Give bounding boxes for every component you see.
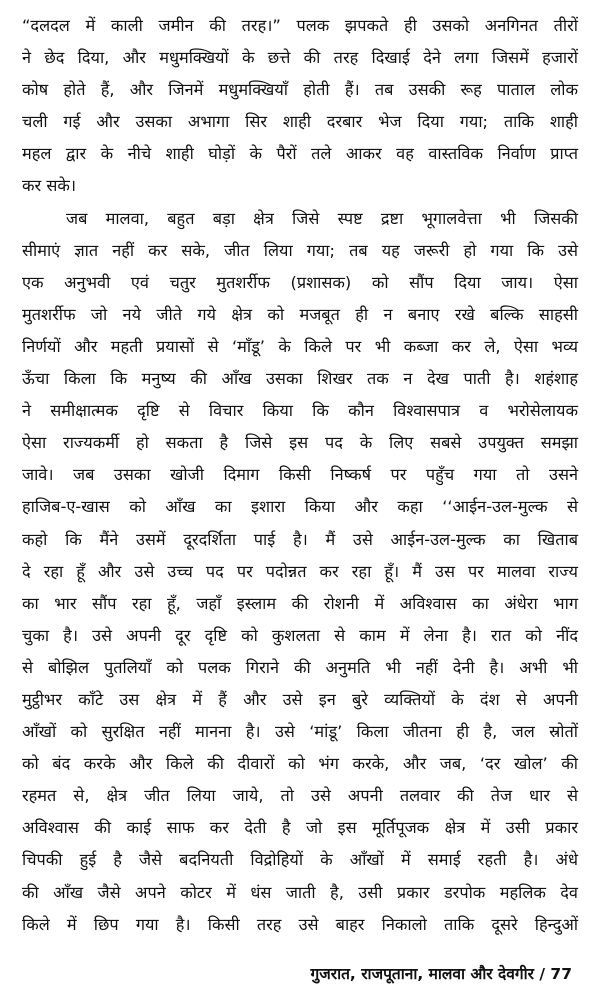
text-line: जब मालवा, बहुत बड़ा क्षेत्र जिसे स्पष्ट द्रष्टा भूगालवेत्ता भी जिसकी bbox=[66, 208, 578, 228]
text-line: कर सके। bbox=[22, 176, 77, 196]
body-text bbox=[22, 10, 578, 941]
text-line: से बोझिल पुतलियाँ को पलक गिराने की अनुमति भी नहीं देनी है। अभी भी bbox=[22, 657, 578, 677]
text-line: कहो कि मैंने उसमें दूरदर्शिता पाई है। मैं उसे आईन-उल-मुल्क का खिताब bbox=[22, 529, 578, 549]
text-line: ऐसा राज्यकर्मी हो सकता है जिसे इस पद के लिए सबसे उपयुक्त समझा bbox=[22, 433, 578, 453]
text-line: एक अनुभवी एवं चतुर मुतशर्रीफ (प्रशासक) को सौंप दिया जाय। ऐसा bbox=[22, 272, 578, 292]
paragraph bbox=[22, 203, 578, 941]
paragraph bbox=[22, 10, 578, 203]
text-line: कोष होते हैं, और जिनमें मधुमक्खियाँ होती हैं। तब उसकी रूह पाताल लोक bbox=[22, 80, 578, 100]
text-line: किले में छिप गया है। किसी तरह उसे बाहर निकालो ताकि दूसरे हिन्दुओं bbox=[22, 914, 578, 934]
text-line: “दलदल में काली जमीन की तरह।” पलक झपकते ही उसको अनगिनत तीरों bbox=[22, 16, 578, 35]
text-line: सीमाएं ज्ञात नहीं कर सके, जीत लिया गया; तब यह जरूरी हो गया कि उसे bbox=[22, 240, 578, 260]
text-line: ऊँचा किला कि मनुष्य की आँख उसका शिखर तक न देख पाती है। शहंशाह bbox=[22, 369, 578, 389]
text-line: निर्णयों और महती प्रयासों से ‘माँडू’ के किले पर भी कब्जा कर ले, ऐसा भव्य bbox=[22, 336, 578, 356]
text-line: ने छेद दिया, और मधुमक्खियों के छत्ते की तरह दिखाई देने लगा जिसमें हजारों bbox=[22, 48, 578, 68]
text-line: हाजिब-ए-खास को आँख का इशारा किया और कहा ‘‘आईन-उल-मुल्क से bbox=[22, 497, 578, 517]
text-line: आँखों को सुरक्षित नहीं मानना है। उसे ‘मांडू’ किला जीतना ही है, जल स्रोतों bbox=[22, 722, 578, 742]
text-line: चिपकी हुई है जैसे बदनियती विद्रोहियों के आँखों में समाई रहती है। अंधे bbox=[22, 850, 578, 870]
page-footer: गुजरात, राजपूताना, मालवा और देवगीर / 77 bbox=[310, 965, 572, 983]
text-line: ने समीक्षात्मक दृष्टि से विचार किया कि कौन विश्वासपात्र व भरोसेलायक bbox=[22, 401, 578, 421]
text-line: महल द्वार के नीचे शाही घोड़ों के पैरों तले आकर वह वास्तविक निर्वाण प्राप्त bbox=[22, 144, 578, 164]
text-line: की आँख जैसे अपने कोटर में धंस जाती है, उसी प्रकार डरपोक महलिक देव bbox=[22, 882, 578, 902]
text-line: मुट्ठीभर काँटे उस क्षेत्र में हैं और उसे इन बुरे व्यक्तियों के दंश से अपनी bbox=[22, 689, 578, 709]
text-line: चुका है। उसे अपनी दूर दृष्टि को कुशलता से काम में लेना है। रात को नींद bbox=[22, 625, 578, 645]
text-line: मुतशर्रीफ जो नये जीते गये क्षेत्र को मजबूत ही न बनाए रखे बल्कि साहसी bbox=[22, 304, 578, 324]
text-line: जावे। जब उसका खोजी दिमाग किसी निष्कर्ष पर पहुँच गया तो उसने bbox=[22, 465, 578, 485]
text-line: दे रहा हूँ और उसे उच्च पद पर पदोन्नत कर रहा हूँ। मैं उस पर मालवा राज्य bbox=[22, 561, 578, 581]
text-line: चली गई और उसका अभागा सिर शाही दरबार भेज दिया गया; ताकि शाही bbox=[22, 112, 578, 132]
text-line: का भार सौंप रहा हूँ, जहाँ इस्लाम की रोशनी में अविश्वास का अंधेरा भाग bbox=[22, 593, 578, 613]
text-line: रहमत से, क्षेत्र जीत लिया जाये, तो उसे अपनी तलवार की तेज धार से bbox=[22, 786, 578, 806]
text-line: अविश्वास की काई साफ कर देती है जो इस मूर्तिपूजक क्षेत्र में उसी प्रकार bbox=[22, 818, 578, 838]
text-line: को बंद करके और किले की दीवारों को भंग करके, और जब, ‘दर खोल’ की bbox=[22, 754, 578, 774]
